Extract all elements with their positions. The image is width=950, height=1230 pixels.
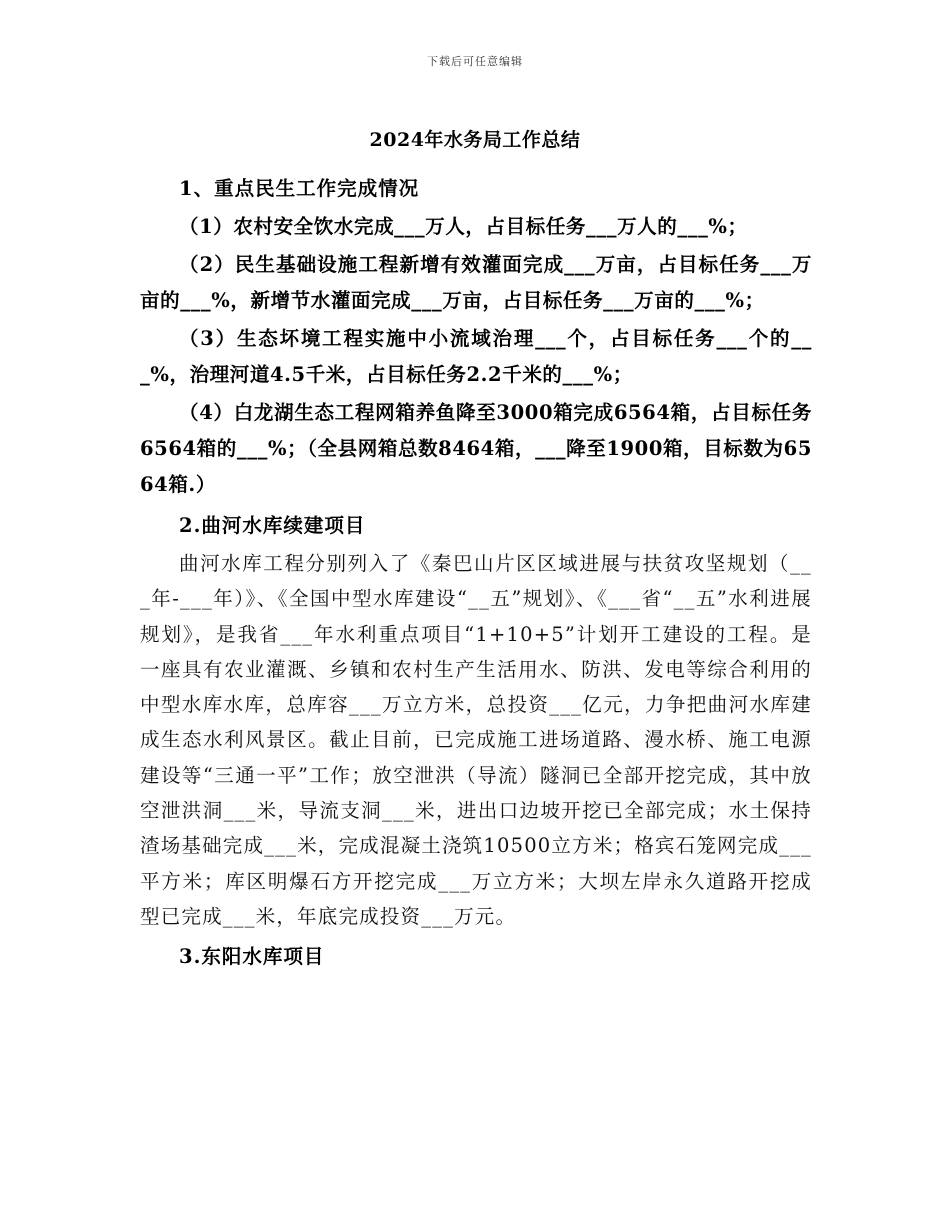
section1-heading: 1、重点民生工作完成情况 <box>179 177 420 200</box>
section1-item2: （2）民生基础设施工程新增有效灌面完成___万亩，占目标任务___万亩的___%，新增节水灌面完成___万亩，占目标任务___万亩的___%； <box>140 253 812 312</box>
section2-heading: 2.曲河水库续建项目 <box>179 514 366 537</box>
section2-paragraph: 曲河水库工程分别列入了《秦巴山片区区域进展与扶贫攻坚规划（___年-___年）》、《全国中型水库建设“__五”规划》、《___省“__五”水利进展规划》，是我省___年水利重点项目“1+10+5”计划开工建设的工程。是一座具有农业灌溉、乡镇和农村生产生活用水、防洪、发电等综合利用的中型水库水库，总库容___万立方米，总投资___亿元，力争把曲河水库建成生态水利风景区。截止目前，已完成施工进场道路、漫水桥、施工电源建设等“三通一平”工作；放空泄洪（导流）隧洞已全部开挖完成，其中放空泄洪洞___米，导流支洞___米，进出口边坡开挖已全部完成；水土保持渣场基础完成___米，完成混凝土浇筑10500立方米；格宾石笼网完成___平方米；库区明爆石方开挖完成___万立方米；大坝左岸永久道路开挖成型已完成___米，年底完成投资___万元。 <box>140 552 812 928</box>
section1-item1: （1）农村安全饮水完成___万人，占目标任务___万人的___%； <box>179 215 748 238</box>
page-header: 下载后可任意编辑 <box>427 55 523 68</box>
section1-item3: （3）生态坏境工程实施中小流域治理___个，占目标任务___个的___%，治理河道4.5千米，占目标任务2.2千米的___%； <box>140 327 812 386</box>
section3-heading: 3.东阳水库项目 <box>179 945 325 969</box>
section1-item4: （4）白龙湖生态工程网箱养鱼降至3000箱完成6564箱，占目标任务6564箱的___%；（全县网箱总数8464箱，___降至1900箱，目标数为6564箱.） <box>140 401 812 496</box>
document-title: 2024年水务局工作总结 <box>369 129 581 151</box>
document-body <box>140 171 812 975</box>
